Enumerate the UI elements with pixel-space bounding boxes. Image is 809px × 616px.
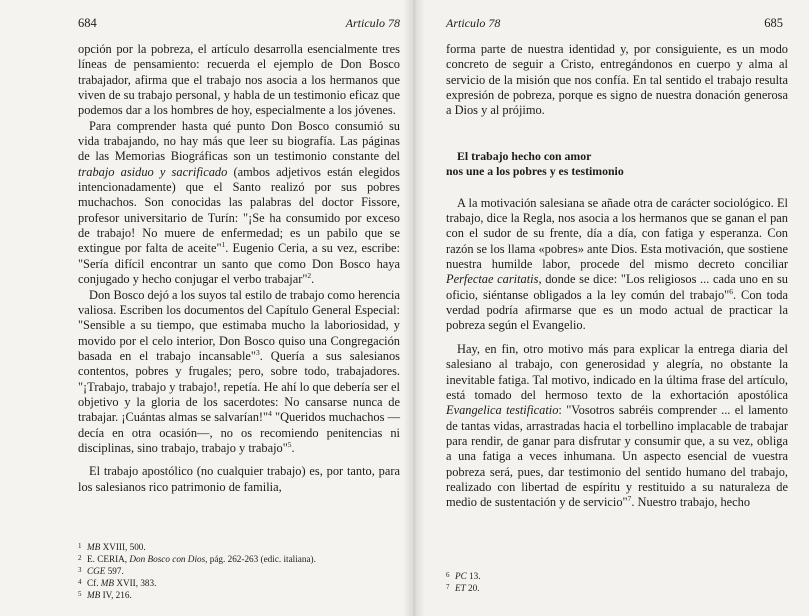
footnote: 4 Cf. MB XVII, 383. [78, 578, 157, 588]
footnote: 1 MB XVIII, 500. [78, 542, 146, 552]
footnote: 2 E. CERIA, Don Bosco con Dios, pág. 262-263 (edic. italiana). [78, 554, 316, 564]
paragraph: Para comprender hasta qué punto Don Bosco consumió su vida trabajando, no hay más que leer su biografía. Las páginas de las Memorias Biográficas son un testimonio constante del trabajo asiduo y sacrificado (ambos adjetivos están elegidos intencionadamente) que el Santo realizó por sus pobres muchachos. Son conocidas las palabras del doctor Fissore, profesor universitario de Turín: "¡Se ha consumido por exceso de trabajo! No muere de enfermedad; es un pabilo que se extingue por falta de aceite"$^1$. Eugenio Ceria, a su vez, escribe: "Sería difícil encontrar un santo que como Don Bosco haya conjugado y hecho conjugar el verbo trabajar"$^2$. [78, 118, 400, 287]
paragraph: El trabajo apostólico (no cualquier trabajo) es, por tanto, para los salesianos rico patrimonio de familia, [78, 464, 400, 494]
paragraph: opción por la pobreza, el artículo desarrolla esencialmente tres líneas de pensamiento: recuerda el ejemplo de Don Bosco trabajador, afirma que el trabajo nos asocia a los hermanos que viven de su trabajo personal, y habla de un testimonio eficaz que podemos dar a los hombres de hoy, especialmente a los jóvenes. [78, 42, 400, 118]
footnote: 5 MB IV, 216. [78, 590, 132, 600]
right-footnotes [446, 570, 481, 594]
footnote-ref: 1 [221, 240, 226, 250]
footnote-ref: 4 [268, 409, 272, 419]
paragraph: Don Bosco dejó a los suyos tal estilo de trabajo como herencia valiosa. Escriben los documentos del Capítulo General Especial: "Sensible a su tiempo, que estimaba mucho la laboriosidad, y movido por el celo interior, Don Bosco quiso una Congregación basada en el trabajo incansable"$^3$. Quería a sus salesianos contentos, pobres y frugales; pero, sobre todo, trabajadores. "¡Trabajo, trabajo y trabajo!, repetía. He ahí lo que debería ser el objetivo y la gloria de los sacerdotes: No cansarse nunca de trabajar. ¡Cuántas almas se salvarían!"$^4$ "Queridos muchachos —decía en otra ocasión—, no os recomiendo penitencias ni disciplinas, sino trabajo, trabajo y trabajo"$^5$. [78, 287, 401, 455]
page-number: 684 [78, 16, 97, 30]
footnote-ref: 3 [255, 347, 260, 357]
right-body-text [446, 42, 788, 511]
left-page-header [78, 16, 400, 31]
footnote: 6 PC 13. [446, 571, 481, 581]
page-number: 685 [764, 16, 783, 30]
section-heading: El trabajo hecho con amor nos une a los pobres y es testimonio [446, 148, 624, 178]
emphasis: trabajo asiduo y sacrificado [78, 164, 228, 179]
footnote-ref: 2 [307, 271, 312, 281]
footnote: 7 ET 20. [446, 583, 480, 593]
left-footnotes [78, 541, 316, 601]
emphasis: Perfectae caritatis [446, 272, 539, 287]
footnote-ref: 6 [729, 286, 733, 296]
running-head: Articulo 78 [446, 16, 501, 30]
paragraph: forma parte de nuestra identidad y, por consiguiente, es un modo concreto de seguir a Cristo, entregándonos en cuerpo y alma al servicio de la misión que nos confía. En tal sentido el trabajo resulta expresión de pobreza, porque es signo de nuestra donación generosa a Dios y al prójimo. [446, 42, 788, 118]
footnote: 3 CGE 597. [78, 566, 124, 576]
emphasis: Evangelica testificatio [446, 403, 559, 418]
footnote-ref: 7 [627, 494, 632, 504]
footnote-ref: 5 [287, 439, 292, 449]
right-page-header [446, 16, 783, 31]
running-head: Articulo 78 [345, 16, 400, 30]
right-page [414, 0, 809, 616]
left-body-text [78, 42, 400, 495]
paragraph: Hay, en fin, otro motivo más para explicar la entrega diaria del salesiano al trabajo, con generosidad y alegría, no obstante la inevitable fatiga. Tal motivo, indicado en la última frase del artículo, está tomado del hermoso texto de la exhortación apostólica Evangelica testificatio: "Vosotros sabréis comprender ... el lamento de tantas vidas, arrastradas hacia el torbellino implacable de trabajar para rendir, de ganar para disfrutar y consumir que, a su vez, obliga a una fatiga a veces inhumana. Un aspecto esencial de vuestra pobreza será, pues, dar testimonio del sentido humano del trabajo, realizado con libertad de espíritu y restituido a su naturaleza de medio de sustentación y de servicio"$^7$. Nuestro trabajo, hecho [446, 341, 788, 510]
paragraph: A la motivación salesiana se añade otra de carácter sociológico. El trabajo, dice la Regla, nos asocia a los hermanos que se ganan el pan con el sudor de su frente, día a día, con fatiga y esperanza. Con razón se los llama «pobres» ante Dios. Esta motivación, que sostiene nuestra humilde labor, procede del mismo decreto conciliar Perfectae caritatis, donde se dice: "Los religiosos ... cada uno en su oficio, siéntanse obligados a la ley común del trabajo"$^6$. Con toda verdad podría afirmarse que es un modo actual de practicar la pobreza según el Evangelio. [446, 195, 789, 333]
